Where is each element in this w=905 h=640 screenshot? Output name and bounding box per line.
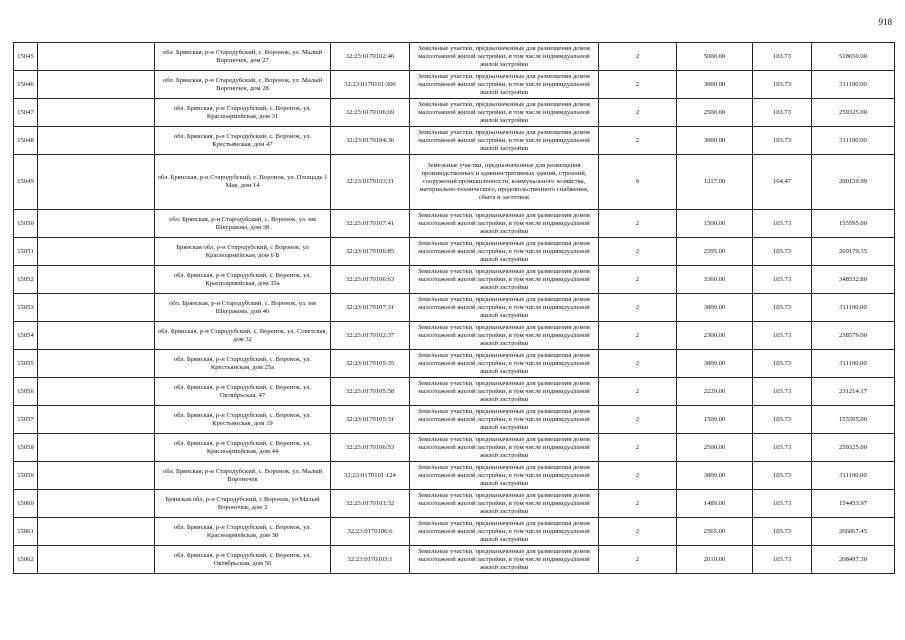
- table-row: [14, 238, 895, 266]
- table-row: [14, 43, 895, 71]
- cell-group: 2: [599, 434, 677, 462]
- cell-cadastre: 32:23:0170107:31: [331, 294, 410, 322]
- cell-blank: [38, 462, 155, 490]
- cell-rate: 103.73: [753, 99, 812, 127]
- cell-permitted-use: Земельные участки, предназначенные для размещения домов малоэтажной жилой застройки, в том числе индивидуальной жилой застройки: [410, 266, 599, 294]
- cell-value: 311190.00: [812, 71, 895, 99]
- table-row: [14, 434, 895, 462]
- cell-group: 2: [599, 127, 677, 155]
- cell-value: 238579.00: [812, 322, 895, 350]
- cell-blank: [38, 266, 155, 294]
- cell-permitted-use: Земельные участки, предназначенные для размещения домов малоэтажной жилой застройки, в том числе индивидуальной жилой застройки: [410, 43, 599, 71]
- cell-address: обл. Брянская, р-н Стародубский, с. Воронок, ул. Малый Вороночек, дом 28: [155, 71, 331, 99]
- table-row: [14, 546, 895, 574]
- cell-blank: [38, 43, 155, 71]
- cell-value: 266067.45: [812, 518, 895, 546]
- cell-rate: 103.73: [753, 434, 812, 462]
- cell-address: обл. Брянская, р-н Стародубский, с. Воронок, ул. Крестьянская, дом 25а: [155, 350, 331, 378]
- cell-rate: 103.73: [753, 490, 812, 518]
- cell-address: обл. Брянская, р-н Стародубский, с. Воронок, ул. Крестьянская, дом 47: [155, 127, 331, 155]
- cell-cadastre: 32:23:0170106:63: [331, 266, 410, 294]
- cell-group: 2: [599, 266, 677, 294]
- cell-area: 5000.00: [677, 43, 753, 71]
- cell-value: 155595.00: [812, 406, 895, 434]
- cell-group: 2: [599, 490, 677, 518]
- cell-cadastre: 32:23:0170102:37: [331, 322, 410, 350]
- cell-rate: 103.73: [753, 406, 812, 434]
- cell-blank: [38, 490, 155, 518]
- cell-number: 15050: [14, 210, 38, 238]
- cell-rate: 103.73: [753, 322, 812, 350]
- table-row: [14, 406, 895, 434]
- cell-cadastre: 32:23:0170101:306: [331, 71, 410, 99]
- cell-blank: [38, 71, 155, 99]
- cell-blank: [38, 210, 155, 238]
- table-row: [14, 266, 895, 294]
- cell-rate: 103.73: [753, 43, 812, 71]
- cell-blank: [38, 322, 155, 350]
- land-registry-table: [13, 42, 895, 574]
- cell-cadastre: 32:23:0170103:11: [331, 155, 410, 210]
- cell-group: 2: [599, 43, 677, 71]
- registry-body: [14, 43, 895, 574]
- cell-value: 155595.00: [812, 210, 895, 238]
- cell-blank: [38, 434, 155, 462]
- cell-value: 154453.97: [812, 490, 895, 518]
- cell-number: 15053: [14, 294, 38, 322]
- cell-group: 2: [599, 322, 677, 350]
- cell-address: обл. Брянская, р-н Стародубский, с. Воронок, ул. Октябрьская, дом 56: [155, 546, 331, 574]
- cell-blank: [38, 99, 155, 127]
- cell-address: обл. Брянская, р-н Стародубский, с. Воронок, ул. Площадь 1 Мая, дом 14: [155, 155, 331, 210]
- cell-cadastre: 32:23:0170106:85: [331, 238, 410, 266]
- cell-number: 15049: [14, 155, 38, 210]
- cell-address: обл. Брянская, р-н Стародубский, с. Воронок, ул. Советская, дом 32: [155, 322, 331, 350]
- cell-number: 15051: [14, 238, 38, 266]
- cell-cadastre: 32:23:0170106:53: [331, 434, 410, 462]
- cell-area: 3000.00: [677, 350, 753, 378]
- cell-number: 15062: [14, 546, 38, 574]
- cell-value: 311190.00: [812, 294, 895, 322]
- cell-blank: [38, 350, 155, 378]
- cell-group: 2: [599, 518, 677, 546]
- cell-group: 9: [599, 155, 677, 210]
- cell-number: 15059: [14, 462, 38, 490]
- cell-group: 2: [599, 210, 677, 238]
- cell-cadastre: 32:23:0170105:58: [331, 378, 410, 406]
- cell-cadastre: 32:23:0170106:69: [331, 99, 410, 127]
- cell-address: обл. Брянская, р-н Стародубский, с. Воронок, ул. Малый Вороночек, дом 27: [155, 43, 331, 71]
- cell-number: 15061: [14, 518, 38, 546]
- table-row: [14, 490, 895, 518]
- cell-address: обл. Брянская, р-н Стародубский, с. Воронок, ул. Красноармейская, дом 31: [155, 99, 331, 127]
- cell-value: 518650.00: [812, 43, 895, 71]
- cell-rate: 103.73: [753, 518, 812, 546]
- cell-cadastre: 32:23:0170106:6: [331, 518, 410, 546]
- table-row: [14, 210, 895, 238]
- cell-rate: 103.73: [753, 238, 812, 266]
- cell-permitted-use: Земельные участки, предназначенные для размещения домов малоэтажной жилой застройки, в том числе индивидуальной жилой застройки: [410, 322, 599, 350]
- cell-value: 348532.80: [812, 266, 895, 294]
- table-row: [14, 518, 895, 546]
- cell-cadastre: 32:23:0170102:46: [331, 43, 410, 71]
- cell-rate: 103.73: [753, 378, 812, 406]
- cell-cadastre: 32:23:0170101:124: [331, 462, 410, 490]
- cell-permitted-use: Земельные участки, предназначенные для размещения домов малоэтажной жилой застройки, в том числе индивидуальной жилой застройки: [410, 378, 599, 406]
- cell-blank: [38, 155, 155, 210]
- cell-address: обл. Брянская, р-н Стародубский, с. Воронок, ул. Красноармейская, дом 44: [155, 434, 331, 462]
- cell-value: 259325.00: [812, 99, 895, 127]
- cell-permitted-use: Земельные участки, предназначенные для размещения домов малоэтажной жилой застройки, в том числе индивидуальной жилой застройки: [410, 350, 599, 378]
- cell-area: 2010.00: [677, 546, 753, 574]
- cell-permitted-use: Земельные участки, предназначенные для размещения домов малоэтажной жилой застройки, в том числе индивидуальной жилой застройки: [410, 238, 599, 266]
- cell-blank: [38, 127, 155, 155]
- page-number: 918: [878, 17, 892, 27]
- cell-rate: 103.73: [753, 210, 812, 238]
- cell-permitted-use: Земельные участки, предназначенные для размещения домов малоэтажной жилой застройки, в том числе индивидуальной жилой застройки: [410, 462, 599, 490]
- cell-area: 2565.00: [677, 518, 753, 546]
- cell-cadastre: 32:23:0170107:41: [331, 210, 410, 238]
- cell-number: 15055: [14, 350, 38, 378]
- cell-permitted-use: Земельные участки, предназначенные для размещения домов малоэтажной жилой застройки, в том числе индивидуальной жилой застройки: [410, 99, 599, 127]
- cell-address: Брянская обл, р-н Стародубский, с Воронок, ул Малый Вороночек, дом 3: [155, 490, 331, 518]
- cell-value: 311190.00: [812, 350, 895, 378]
- cell-address: обл. Брянская, р-н Стародубский, с. Воронок, ул. Красноармейская, дом 35а: [155, 266, 331, 294]
- cell-number: 15057: [14, 406, 38, 434]
- cell-blank: [38, 378, 155, 406]
- cell-number: 15060: [14, 490, 38, 518]
- cell-number: 15048: [14, 127, 38, 155]
- cell-address: обл. Брянская, р-н Стародубский, с. Воронок, ул. Малый Вороночек: [155, 462, 331, 490]
- cell-permitted-use: Земельные участки, предназначенные для размещения домов малоэтажной жилой застройки, в том числе индивидуальной жилой застройки: [410, 518, 599, 546]
- cell-area: 2300.00: [677, 322, 753, 350]
- cell-rate: 103.73: [753, 294, 812, 322]
- cell-group: 2: [599, 238, 677, 266]
- cell-permitted-use: Земельные участки, предназначенные для размещения домов малоэтажной жилой застройки, в том числе индивидуальной жилой застройки: [410, 71, 599, 99]
- cell-address: обл. Брянская, р-н Стародубский, с. Воронок, ул. Крестьянская, дом 19: [155, 406, 331, 434]
- cell-area: 3000.00: [677, 462, 753, 490]
- cell-number: 15058: [14, 434, 38, 462]
- cell-permitted-use: Земельные участки, предназначенные для размещения домов малоэтажной жилой застройки, в том числе индивидуальной жилой застройки: [410, 406, 599, 434]
- cell-number: 15056: [14, 378, 38, 406]
- cell-rate: 103.73: [753, 546, 812, 574]
- table-row: [14, 322, 895, 350]
- cell-rate: 103.73: [753, 350, 812, 378]
- cell-rate: 103.73: [753, 71, 812, 99]
- cell-area: 1217.00: [677, 155, 753, 210]
- cell-blank: [38, 546, 155, 574]
- cell-area: 3000.00: [677, 71, 753, 99]
- table-row: [14, 350, 895, 378]
- cell-permitted-use: Земельные участки, предназначенные для размещения производственных и административных зданий, строений, сооружений промышленности, коммунального хозяйства, материально-технического, продовольственного снабжения, сбыта и заготовок: [410, 155, 599, 210]
- cell-value: 200159.99: [812, 155, 895, 210]
- table-row: [14, 294, 895, 322]
- cell-permitted-use: Земельные участки, предназначенные для размещения домов малоэтажной жилой застройки, в том числе индивидуальной жилой застройки: [410, 210, 599, 238]
- cell-number: 15045: [14, 43, 38, 71]
- cell-cadastre: 32:23:0170103:1: [331, 546, 410, 574]
- cell-group: 2: [599, 99, 677, 127]
- cell-area: 3000.00: [677, 127, 753, 155]
- cell-address: обл. Брянская, р-н Стародубский, с. Воронок, ул. им Шкуракова, дом 38: [155, 210, 331, 238]
- table-row: [14, 462, 895, 490]
- cell-blank: [38, 294, 155, 322]
- cell-group: 2: [599, 378, 677, 406]
- cell-area: 1500.00: [677, 406, 753, 434]
- cell-group: 2: [599, 546, 677, 574]
- cell-area: 1489.00: [677, 490, 753, 518]
- cell-area: 2595.00: [677, 238, 753, 266]
- cell-area: 2500.00: [677, 434, 753, 462]
- cell-group: 2: [599, 350, 677, 378]
- cell-permitted-use: Земельные участки, предназначенные для размещения домов малоэтажной жилой застройки, в том числе индивидуальной жилой застройки: [410, 434, 599, 462]
- cell-cadastre: 32:23:0170104:36: [331, 127, 410, 155]
- table-row: [14, 155, 895, 210]
- cell-area: 2229.00: [677, 378, 753, 406]
- cell-group: 2: [599, 71, 677, 99]
- cell-group: 2: [599, 406, 677, 434]
- cell-value: 311190.00: [812, 462, 895, 490]
- table-row: [14, 378, 895, 406]
- cell-cadastre: 32:23:0170101:32: [331, 490, 410, 518]
- cell-blank: [38, 518, 155, 546]
- cell-number: 15054: [14, 322, 38, 350]
- cell-value: 259325.00: [812, 434, 895, 462]
- cell-number: 15047: [14, 99, 38, 127]
- table-row: [14, 71, 895, 99]
- cell-cadastre: 32:23:0170105:31: [331, 406, 410, 434]
- cell-value: 269179.35: [812, 238, 895, 266]
- cell-blank: [38, 238, 155, 266]
- cell-rate: 103.73: [753, 127, 812, 155]
- cell-address: Брянская обл, р-н Стародубский, с Воронок, ул Красноармейская, дом 6 Б: [155, 238, 331, 266]
- cell-address: обл. Брянская, р-н Стародубский, с. Воронок, ул. Октябрьская, 47: [155, 378, 331, 406]
- cell-value: 311190.00: [812, 127, 895, 155]
- cell-rate: 164.47: [753, 155, 812, 210]
- cell-permitted-use: Земельные участки, предназначенные для размещения домов малоэтажной жилой застройки, в том числе индивидуальной жилой застройки: [410, 490, 599, 518]
- cell-address: обл. Брянская, р-н Стародубский, с. Воронок, ул. им Шкуракова, дом 46: [155, 294, 331, 322]
- cell-rate: 103.73: [753, 462, 812, 490]
- cell-address: обл. Брянская, р-н Стародубский, с. Воронок, ул. Красноармейская, дом 38: [155, 518, 331, 546]
- cell-value: 208497.30: [812, 546, 895, 574]
- cell-area: 3360.00: [677, 266, 753, 294]
- cell-number: 15052: [14, 266, 38, 294]
- cell-area: 3000.00: [677, 294, 753, 322]
- cell-rate: 103.73: [753, 266, 812, 294]
- cell-permitted-use: Земельные участки, предназначенные для размещения домов малоэтажной жилой застройки, в том числе индивидуальной жилой застройки: [410, 294, 599, 322]
- table-row: [14, 99, 895, 127]
- table-row: [14, 127, 895, 155]
- cell-group: 2: [599, 294, 677, 322]
- cell-number: 15046: [14, 71, 38, 99]
- cell-blank: [38, 406, 155, 434]
- cell-group: 2: [599, 462, 677, 490]
- cell-value: 231214.17: [812, 378, 895, 406]
- cell-area: 1500.00: [677, 210, 753, 238]
- cell-permitted-use: Земельные участки, предназначенные для размещения домов малоэтажной жилой застройки, в том числе индивидуальной жилой застройки: [410, 127, 599, 155]
- cell-cadastre: 32:23:0170105:35: [331, 350, 410, 378]
- cell-area: 2500.00: [677, 99, 753, 127]
- cell-permitted-use: Земельные участки, предназначенные для размещения домов малоэтажной жилой застройки, в том числе индивидуальной жилой застройки: [410, 546, 599, 574]
